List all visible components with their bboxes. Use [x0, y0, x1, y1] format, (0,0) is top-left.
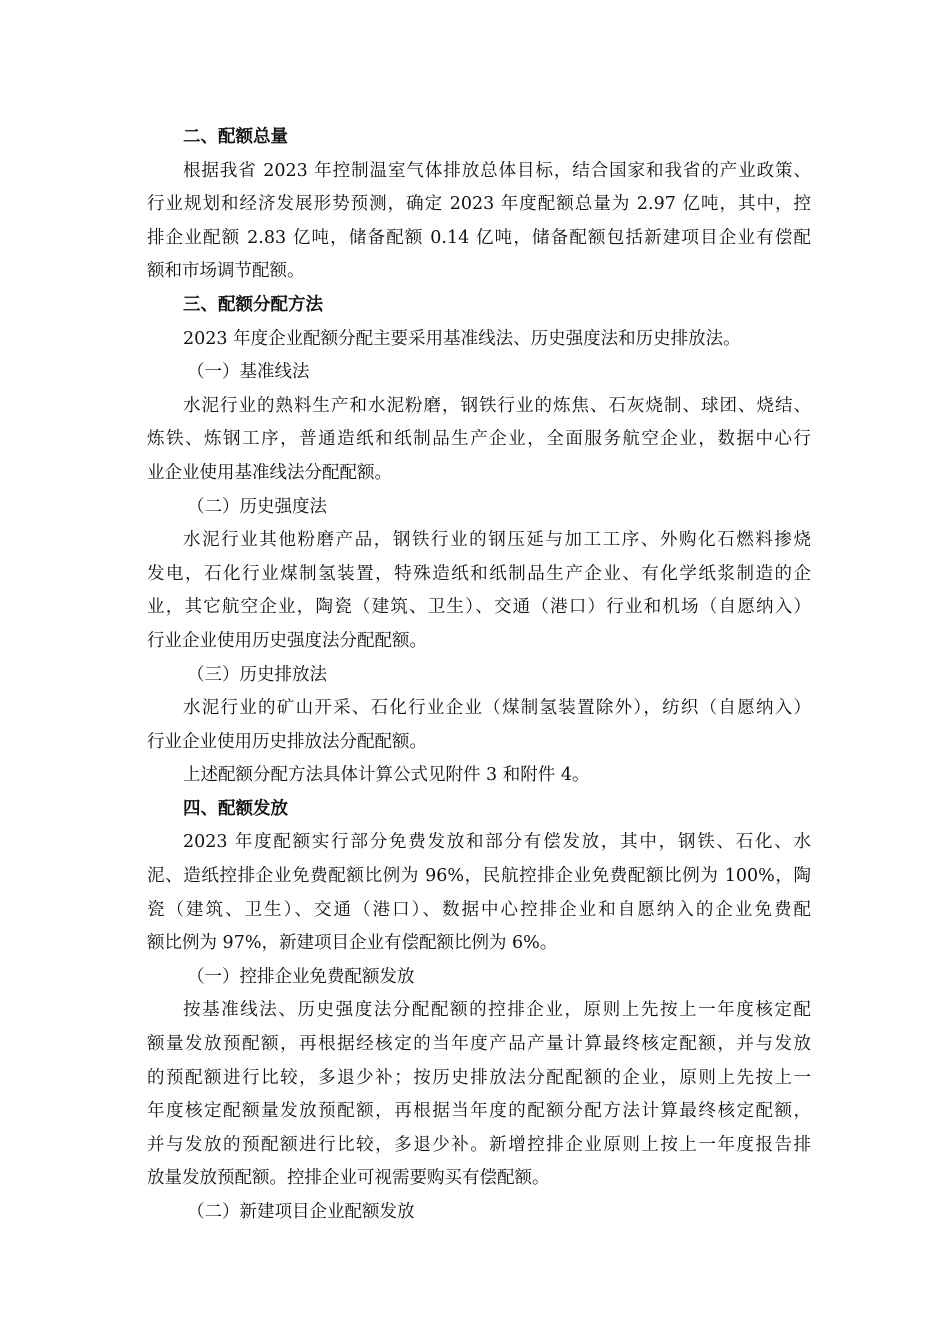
paragraph-line: 按基准线法、历史强度法分配配额的控排企业，原则上先按上一年度核定配 — [183, 1000, 811, 1021]
paragraph-line: 水泥行业的熟料生产和水泥粉磨，钢铁行业的炼焦、石灰烧制、球团、烧结、 — [183, 395, 811, 416]
paragraph-line: 水泥行业的矿山开采、石化行业企业（煤制氢装置除外），纺织（自愿纳入） — [183, 698, 811, 719]
paragraph-line: 年度核定配额量发放预配额，再根据当年度的配额分配方法计算最终核定配额， — [147, 1101, 811, 1122]
paragraph-line: 额和市场调节配额。 — [147, 261, 305, 282]
paragraph-line: 业企业使用基准线法分配配额。 — [147, 462, 392, 483]
paragraph-line: 排企业配额 2.83 亿吨，储备配额 0.14 亿吨，储备配额包括新建项目企业有偿配 — [147, 227, 811, 248]
paragraph-line: 行业企业使用历史排放法分配配额。 — [147, 731, 427, 752]
paragraph-line: 额量发放预配额，再根据经核定的当年度产品产量计算最终核定配额，并与发放 — [147, 1034, 811, 1055]
paragraph-line: 放量发放预配额。控排企业可视需要购买有偿配额。 — [147, 1168, 550, 1189]
paragraph-line: 额比例为 97%，新建项目企业有偿配额比例为 6%。 — [147, 933, 558, 954]
paragraph-line: 的预配额进行比较，多退少补；按历史排放法分配配额的企业，原则上先按上一 — [147, 1067, 811, 1088]
paragraph-line: 泥、造纸控排企业免费配额比例为 96%，民航控排企业免费配额比例为 100%，陶 — [147, 866, 811, 887]
subheading-benchmark-method: （一）基准线法 — [187, 362, 310, 383]
paragraph-line: 行业规划和经济发展形势预测，确定 2023 年度配额总量为 2.97 亿吨，其中，控 — [147, 194, 811, 215]
subheading-new-project-quota-issuance: （二）新建项目企业配额发放 — [187, 1202, 415, 1222]
paragraph-line: 发电，石化行业煤制氢装置，特殊造纸和纸制品生产企业、有化学纸浆制造的企 — [147, 563, 811, 584]
document-body — [147, 121, 811, 1230]
paragraph-line: 根据我省 2023 年控制温室气体排放总体目标，结合国家和我省的产业政策、 — [183, 160, 811, 181]
paragraph-line: 上述配额分配方法具体计算公式见附件 3 和附件 4。 — [183, 765, 590, 786]
paragraph-line: 2023 年度企业配额分配主要采用基准线法、历史强度法和历史排放法。 — [183, 328, 741, 349]
paragraph-line: 业，其它航空企业，陶瓷（建筑、卫生）、交通（港口）行业和机场（自愿纳入） — [147, 597, 811, 618]
section-heading-quota-issuance: 四、配额发放 — [183, 798, 288, 819]
paragraph-line: 2023 年度配额实行部分免费发放和部分有偿发放，其中，钢铁、石化、水 — [183, 832, 811, 853]
subheading-free-quota-issuance: （一）控排企业免费配额发放 — [187, 966, 415, 987]
paragraph-line: 并与发放的预配额进行比较，多退少补。新增控排企业原则上按上一年度报告排 — [147, 1134, 811, 1155]
subheading-historical-intensity-method: （二）历史强度法 — [187, 496, 327, 517]
paragraph-line: 行业企业使用历史强度法分配配额。 — [147, 630, 427, 651]
section-heading-quota-total: 二、配额总量 — [183, 127, 288, 147]
paragraph-line: 瓷（建筑、卫生）、交通（港口）、数据中心控排企业和自愿纳入的企业免费配 — [147, 899, 811, 920]
section-heading-allocation-method: 三、配额分配方法 — [183, 294, 323, 315]
paragraph-line: 水泥行业其他粉磨产品，钢铁行业的钢压延与加工工序、外购化石燃料掺烧 — [183, 530, 811, 551]
paragraph-line: 炼铁、炼钢工序，普通造纸和纸制品生产企业，全面服务航空企业，数据中心行 — [147, 429, 811, 450]
subheading-historical-emission-method: （三）历史排放法 — [187, 664, 327, 685]
